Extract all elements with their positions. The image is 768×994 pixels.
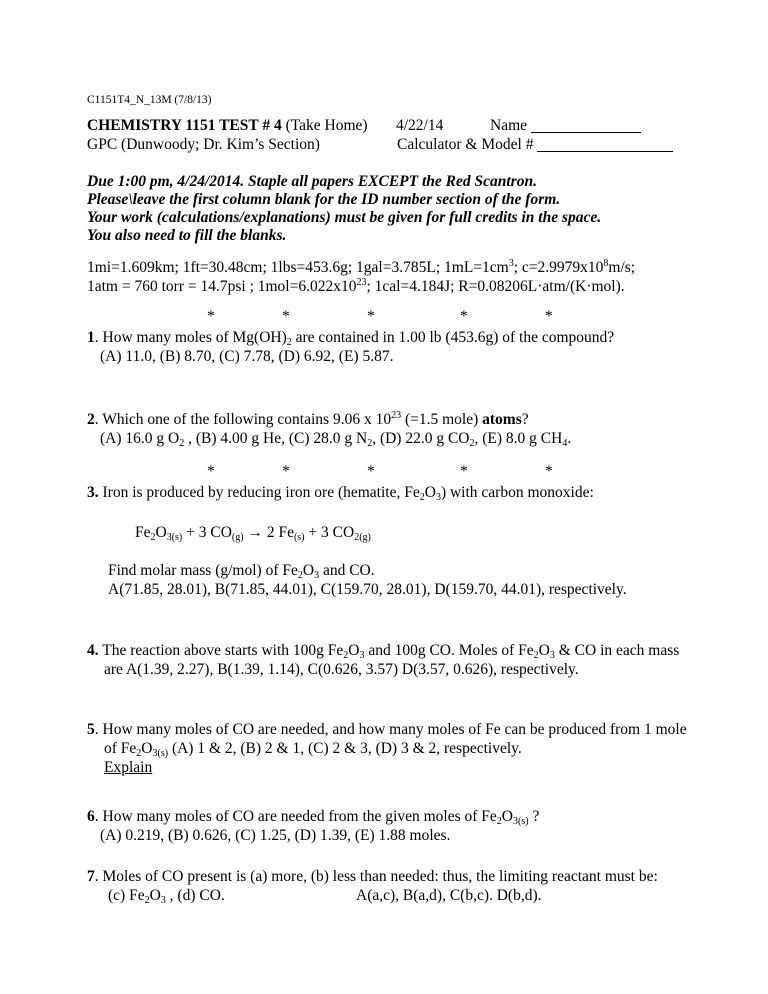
question-4-choices: are A(1.39, 2.27), B(1.39, 1.14), C(0.626, 3.57) D(3.57, 0.626), respectively. [104,661,579,678]
separator-star: * [545,463,553,480]
reaction-equation: $Fe_2O_{3(s)} + 3$ $CO_{(g)} \to 2$ $Fe_{(s)} + 3$ $CO_{2(g)}$ [135,524,371,543]
question-2: 2. Which one of the following contains 9.06 x $10^{23}$ (=1.5 mole) atoms? [87,410,529,428]
question-7-options: (c) $Fe_2O_3$ , (d) CO. [108,887,225,906]
question-7-choices: A(a,c), B(a,d), C(b,c). D(b,d). [356,887,542,904]
separator-star: * [460,463,468,480]
name-field[interactable] [490,116,641,135]
test-date: 4/22/14 [396,117,444,134]
section-label: GPC (Dunwoody; Dr. Kim’s Section) [87,136,320,153]
instruction-work: Your work (calculations/explanations) must be given for full credits in the space. [87,209,602,226]
separator-star: * [207,308,215,325]
question-6: 6. How many moles of CO are needed from the given moles of $Fe_2O_{3(s)}$ ? [87,808,540,827]
calculator-blank[interactable] [537,137,673,152]
question-4: 4. The reaction above starts with 100g $Fe_2O_3$ and 100g CO. Moles of $Fe_2O_3$ & CO in each mass [87,642,680,661]
question-7: 7. Moles of CO present is (a) more, (b) less than needed: thus, the limiting reactant must be: [87,868,658,885]
question-5: 5. How many moles of CO are needed, and how many moles of Fe can be produced from 1 mole [87,721,687,738]
question-2-choices: (A) 16.0 g $O_2$ , (B) 4.00 g He, (C) 28.0 g $N_2$, (D) 22.0 g $CO_2$, (E) 8.0 g $CH_4$. [100,430,572,449]
calculator-label: Calculator & Model # [397,136,534,153]
instruction-blanks: You also need to fill the blanks. [87,227,287,244]
separator-star: * [460,308,468,325]
separator-star: * [207,463,215,480]
doc-code: C1151T4_N_13M (7/8/13) [87,94,212,106]
question-5-choices: of $Fe_2O_{3(s)}$ (A) 1 & 2, (B) 2 & 1, (C) 2 & 3, (D) 3 & 2, respectively. [104,740,522,759]
separator-star: * [367,463,375,480]
instruction-due: Due 1:00 pm, 4/24/2014. Staple all papers EXCEPT the Red Scantron. [87,173,537,190]
take-home-label: (Take Home) [285,117,368,134]
name-blank[interactable] [531,118,641,133]
constants-line-2: 1atm = 760 torr = 14.7psi ; $1mol=6.022x10^{23}$; 1cal=4.184J; R=0.08206L·atm/(K·mol). [87,277,625,295]
question-3-find: Find molar mass (g/mol) of $Fe_2O_3$ and CO. [108,562,375,581]
reaction-arrow: → [243,524,267,541]
question-3-choices: A(71.85, 28.01), B(71.85, 44.01), C(159.70, 28.01), D(159.70, 44.01), respectively. [108,581,627,598]
separator-star: * [282,463,290,480]
question-1-choices: (A) 11.0, (B) 8.70, (C) 7.78, (D) 6.92, (E) 5.87. [100,348,394,365]
test-title-line [87,116,368,135]
name-label: Name [490,117,528,134]
separator-star: * [282,308,290,325]
calculator-field[interactable] [397,135,673,154]
separator-star: * [545,308,553,325]
instruction-id-column: Please\leave the first column blank for the ID number section of the form. [87,191,561,208]
separator-star: * [367,308,375,325]
question-6-choices: (A) 0.219, (B) 0.626, (C) 1.25, (D) 1.39, (E) 1.88 moles. [100,827,451,844]
constants-line-1: 1mi=1.609km; 1ft=30.48cm; 1lbs=453.6g; 1gal=3.785L; $1mL=1cm^3$; $c=2.9979x10^8m/s$; [87,258,636,276]
question-5-explain: Explain [104,759,153,776]
question-1: 1. How many moles of $Mg(OH)_2$ are contained in 1.00 lb (453.6g) of the compound? [87,329,615,348]
test-title: CHEMISTRY 1151 TEST # 4 [87,117,282,134]
question-3: 3. Iron is produced by reducing iron ore (hematite, $Fe_2O_3$) with carbon monoxide: [87,484,594,503]
